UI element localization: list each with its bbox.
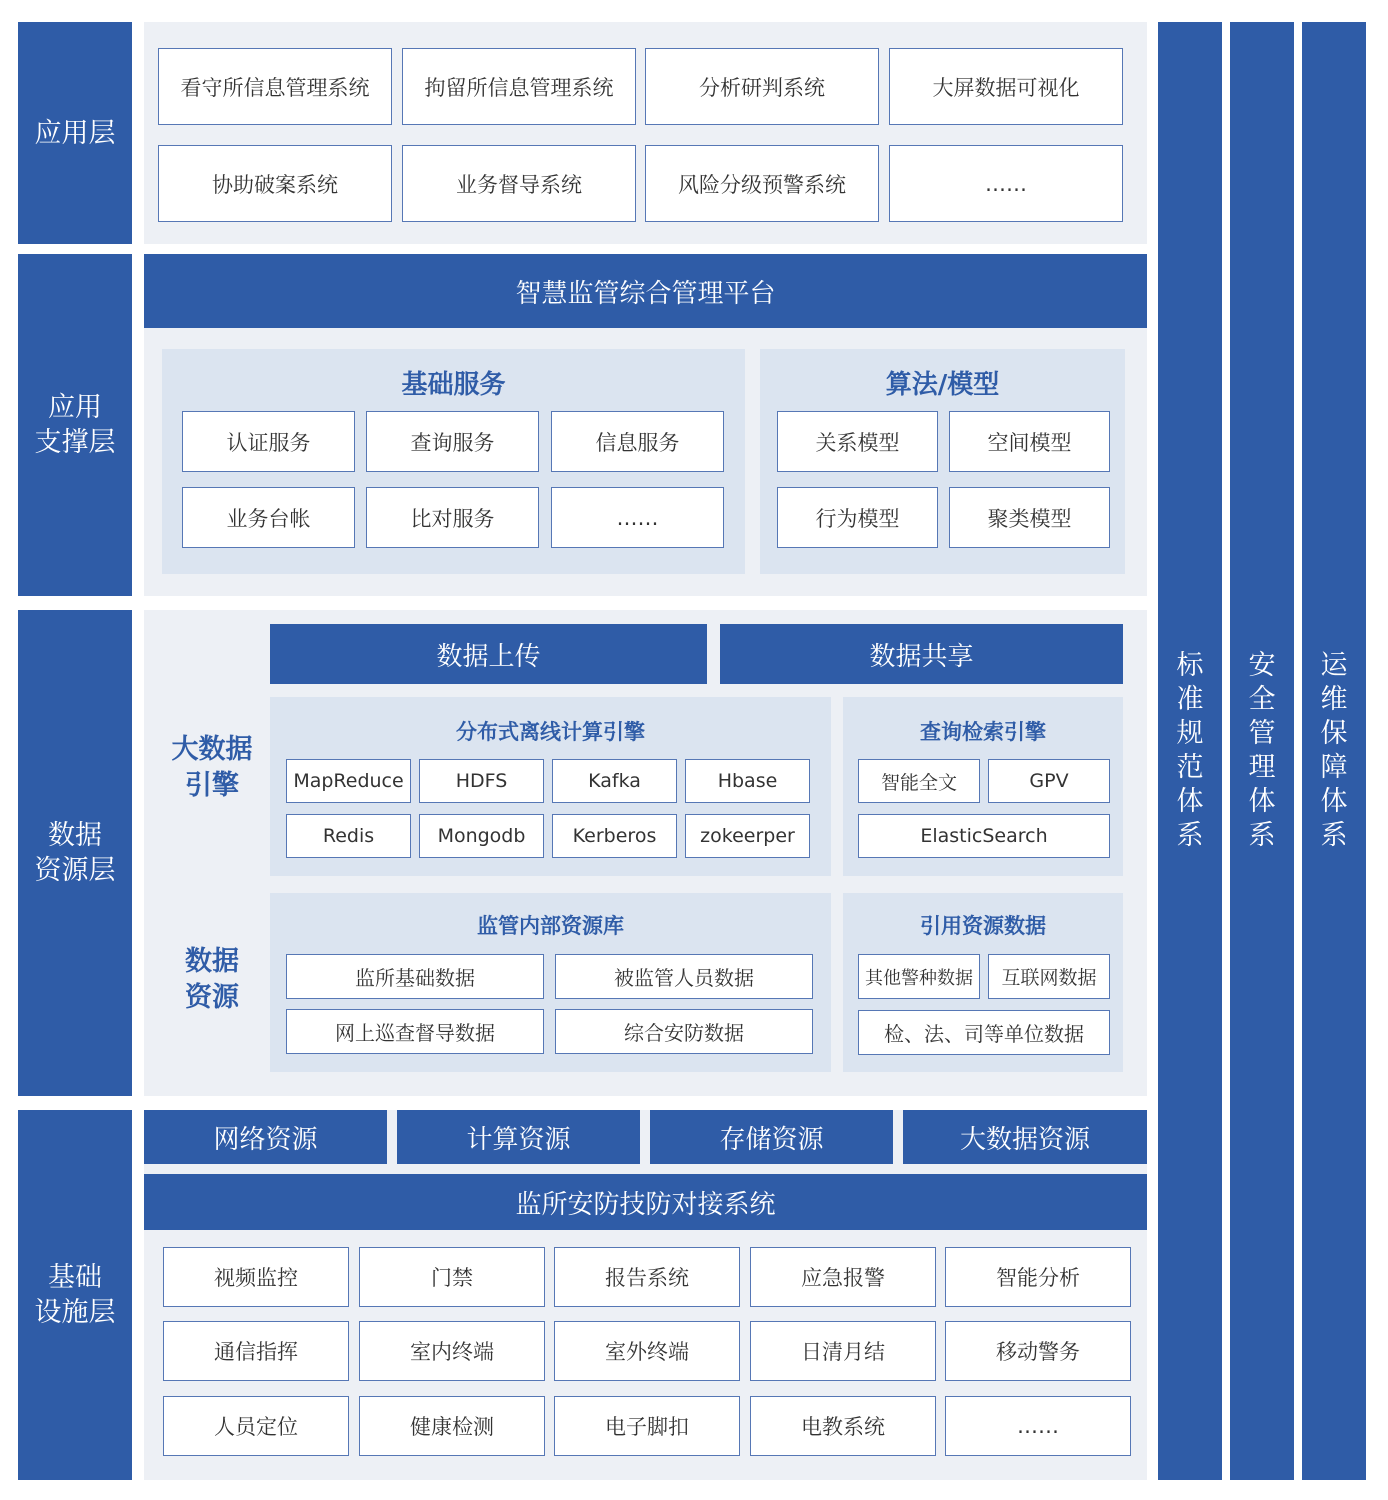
layer-label-text: 设施层 — [34, 1297, 116, 1328]
app-system-box — [645, 145, 879, 222]
resource-label: 网络资源 — [213, 1124, 318, 1155]
algo-model-box — [949, 487, 1110, 548]
data-resource-label — [150, 942, 274, 1018]
search-engine-box — [988, 759, 1110, 803]
dist-engine-label: HDFS — [455, 770, 508, 792]
internal-resource-label: 综合安防数据 — [624, 1021, 744, 1045]
app-system-label: 看守所信息管理系统 — [180, 75, 370, 100]
internal-resource-box — [555, 954, 813, 999]
dist-engine-box — [419, 759, 544, 803]
ref-resource-box — [858, 954, 980, 999]
data-share-label: 数据共享 — [869, 641, 974, 672]
internal-resource-title: 监管内部资源库 — [477, 914, 624, 938]
infra-item-box — [945, 1321, 1131, 1381]
side-char: 运 — [1320, 650, 1348, 681]
app-system-label: 分析研判系统 — [699, 75, 825, 100]
app-system-label: …… — [985, 171, 1027, 196]
infra-item-label: 通信指挥 — [214, 1340, 298, 1364]
layer-label-text: 基础 — [48, 1262, 102, 1293]
resource-bar — [144, 1110, 387, 1164]
layer-label-text: 数据 — [48, 820, 102, 851]
side-char: 系 — [1320, 820, 1348, 851]
side-char: 全 — [1248, 684, 1276, 715]
infra-item-box — [750, 1321, 936, 1381]
app-system-label: 大屏数据可视化 — [932, 75, 1080, 100]
infra-item-label: 智能分析 — [996, 1266, 1080, 1290]
internal-resource-label: 被监管人员数据 — [614, 966, 754, 990]
dist-engine-box — [552, 759, 677, 803]
infra-item-box — [945, 1396, 1131, 1456]
infra-item-box — [359, 1321, 545, 1381]
app-system-label: 协助破案系统 — [212, 172, 338, 197]
basic-service-box — [182, 411, 355, 472]
side-char: 体 — [1320, 786, 1348, 817]
side-char: 标 — [1176, 650, 1204, 681]
app-system-box — [645, 48, 879, 125]
side-char: 管 — [1248, 718, 1276, 749]
side-char: 系 — [1176, 820, 1204, 851]
dist-engine-box — [286, 814, 411, 858]
app-system-label: 风险分级预警系统 — [678, 172, 846, 197]
app-system-box — [889, 48, 1123, 125]
basic-service-label: …… — [616, 505, 659, 530]
side-char: 范 — [1176, 752, 1204, 783]
app-system-label: 业务督导系统 — [456, 172, 582, 197]
infra-item-label: 报告系统 — [605, 1266, 689, 1290]
resource-bar — [397, 1110, 640, 1164]
layer-label-application — [18, 22, 132, 244]
infra-item-box — [163, 1396, 349, 1456]
algo-model-box — [949, 411, 1110, 472]
dist-engine-box — [552, 814, 677, 858]
dist-engine-label: Kafka — [588, 770, 641, 792]
infra-item-box — [163, 1247, 349, 1307]
resource-label: 存储资源 — [719, 1124, 824, 1155]
infra-item-label: 应急报警 — [801, 1266, 885, 1290]
layer-label-text: 应用层 — [34, 117, 116, 149]
basic-service-label: 查询服务 — [410, 430, 495, 455]
layer-label-text: 应用 — [48, 392, 102, 423]
standard-system-text — [1177, 649, 1204, 853]
algo-model-label: 行为模型 — [815, 506, 900, 531]
infra-item-label: 室内终端 — [410, 1340, 494, 1364]
side-char: 系 — [1248, 820, 1276, 851]
side-char: 保 — [1320, 718, 1348, 749]
side-char: 障 — [1320, 752, 1348, 783]
dist-engine-label: Redis — [322, 825, 375, 847]
dist-engine-label: Kerberos — [572, 825, 657, 847]
dist-engine-box — [685, 759, 810, 803]
infra-item-box — [554, 1247, 740, 1307]
algo-model-title: 算法/模型 — [885, 369, 1000, 400]
security-management-text — [1249, 649, 1276, 853]
ref-resource-box — [988, 954, 1110, 999]
search-engine-label: ElasticSearch — [920, 825, 1048, 847]
side-char: 体 — [1248, 786, 1276, 817]
side-char: 维 — [1320, 684, 1348, 715]
app-system-box — [158, 145, 392, 222]
side-char: 体 — [1176, 786, 1204, 817]
data-upload-bar — [270, 624, 707, 684]
layer-label-data — [18, 610, 132, 1096]
layer-label-text: 资源层 — [34, 855, 116, 886]
side-char: 准 — [1176, 684, 1204, 715]
search-engine-title: 查询检索引擎 — [920, 720, 1046, 744]
ops-support-text — [1321, 649, 1348, 853]
bigdata-engine-text: 大数据 — [171, 734, 253, 765]
search-engine-box — [858, 759, 980, 803]
ref-resource-label: 检、法、司等单位数据 — [884, 1022, 1084, 1046]
dist-engine-label: Hbase — [717, 770, 778, 792]
algo-model-label: 空间模型 — [987, 430, 1072, 455]
data-share-bar — [720, 624, 1123, 684]
infra-item-box — [554, 1396, 740, 1456]
infra-item-label: …… — [1017, 1414, 1059, 1438]
dist-engine-label: zokeerper — [700, 825, 795, 847]
infra-item-box — [945, 1247, 1131, 1307]
infra-item-label: 健康检测 — [410, 1415, 494, 1439]
internal-resource-box — [286, 1009, 544, 1054]
platform-title: 智慧监管综合管理平台 — [515, 278, 776, 309]
dist-engine-box — [685, 814, 810, 858]
internal-resource-box — [286, 954, 544, 999]
app-system-box — [158, 48, 392, 125]
basic-service-box — [551, 411, 724, 472]
dist-engine-label: MapReduce — [293, 770, 404, 792]
app-system-box — [402, 145, 636, 222]
data-resource-text: 资源 — [185, 982, 239, 1013]
dist-engine-label: Mongodb — [437, 825, 526, 847]
data-resource-text: 数据 — [185, 946, 239, 977]
app-system-box — [402, 48, 636, 125]
internal-resource-label: 监所基础数据 — [355, 966, 475, 990]
infra-item-label: 室外终端 — [605, 1340, 689, 1364]
bigdata-engine-label — [150, 730, 274, 806]
resource-bar — [650, 1110, 893, 1164]
security-system-title: 监所安防技防对接系统 — [515, 1189, 776, 1220]
ref-resource-label: 其他警种数据 — [865, 967, 973, 989]
side-char: 理 — [1248, 752, 1276, 783]
infra-item-label: 日清月结 — [801, 1340, 885, 1364]
resource-label: 计算资源 — [466, 1124, 571, 1155]
infra-item-label: 电教系统 — [801, 1415, 885, 1439]
side-char: 规 — [1176, 718, 1204, 749]
security-system-bar — [144, 1174, 1147, 1230]
basic-service-label: 比对服务 — [410, 506, 495, 531]
layer-label-support — [18, 254, 132, 596]
basic-services-title: 基础服务 — [401, 369, 506, 400]
dist-engine-box — [419, 814, 544, 858]
infra-item-box — [359, 1247, 545, 1307]
internal-resource-box — [555, 1009, 813, 1054]
basic-service-label: 信息服务 — [595, 430, 680, 455]
platform-bar — [144, 254, 1147, 328]
ref-resource-label: 互联网数据 — [1001, 967, 1097, 989]
infra-item-label: 人员定位 — [214, 1415, 298, 1439]
search-engine-label: GPV — [1029, 770, 1069, 792]
infra-item-box — [359, 1396, 545, 1456]
basic-service-box — [551, 487, 724, 548]
layer-label-infra — [18, 1110, 132, 1480]
basic-service-box — [366, 411, 539, 472]
infra-item-box — [554, 1321, 740, 1381]
security-management-column — [1230, 22, 1294, 1480]
infra-item-box — [750, 1247, 936, 1307]
side-char: 安 — [1248, 650, 1276, 681]
ref-resource-box — [858, 1010, 1110, 1055]
basic-service-label: 认证服务 — [226, 430, 311, 455]
standard-system-column — [1158, 22, 1222, 1480]
infra-item-label: 视频监控 — [214, 1266, 298, 1290]
algo-model-label: 关系模型 — [815, 430, 900, 455]
dist-engine-box — [286, 759, 411, 803]
resource-label: 大数据资源 — [959, 1124, 1090, 1155]
basic-service-box — [182, 487, 355, 548]
infra-item-box — [750, 1396, 936, 1456]
basic-service-box — [366, 487, 539, 548]
data-upload-label: 数据上传 — [436, 641, 541, 672]
algo-model-label: 聚类模型 — [987, 506, 1072, 531]
resource-bar — [903, 1110, 1147, 1164]
algo-model-box — [777, 487, 938, 548]
infra-item-label: 门禁 — [431, 1266, 473, 1290]
internal-resource-label: 网上巡查督导数据 — [335, 1021, 495, 1045]
algo-model-box — [777, 411, 938, 472]
ref-resource-title: 引用资源数据 — [920, 914, 1046, 938]
search-engine-box — [858, 814, 1110, 858]
search-engine-label: 智能全文 — [880, 771, 957, 794]
infra-item-label: 电子脚扣 — [605, 1415, 689, 1439]
dist-engine-title: 分布式离线计算引擎 — [456, 720, 645, 744]
ops-support-column — [1302, 22, 1366, 1480]
infra-item-label: 移动警务 — [996, 1340, 1080, 1364]
app-system-box — [889, 145, 1123, 222]
infra-item-box — [163, 1321, 349, 1381]
app-system-label: 拘留所信息管理系统 — [424, 75, 614, 100]
bigdata-engine-text: 引擎 — [185, 770, 239, 801]
layer-label-text: 支撑层 — [34, 427, 116, 458]
basic-service-label: 业务台帐 — [226, 506, 311, 531]
